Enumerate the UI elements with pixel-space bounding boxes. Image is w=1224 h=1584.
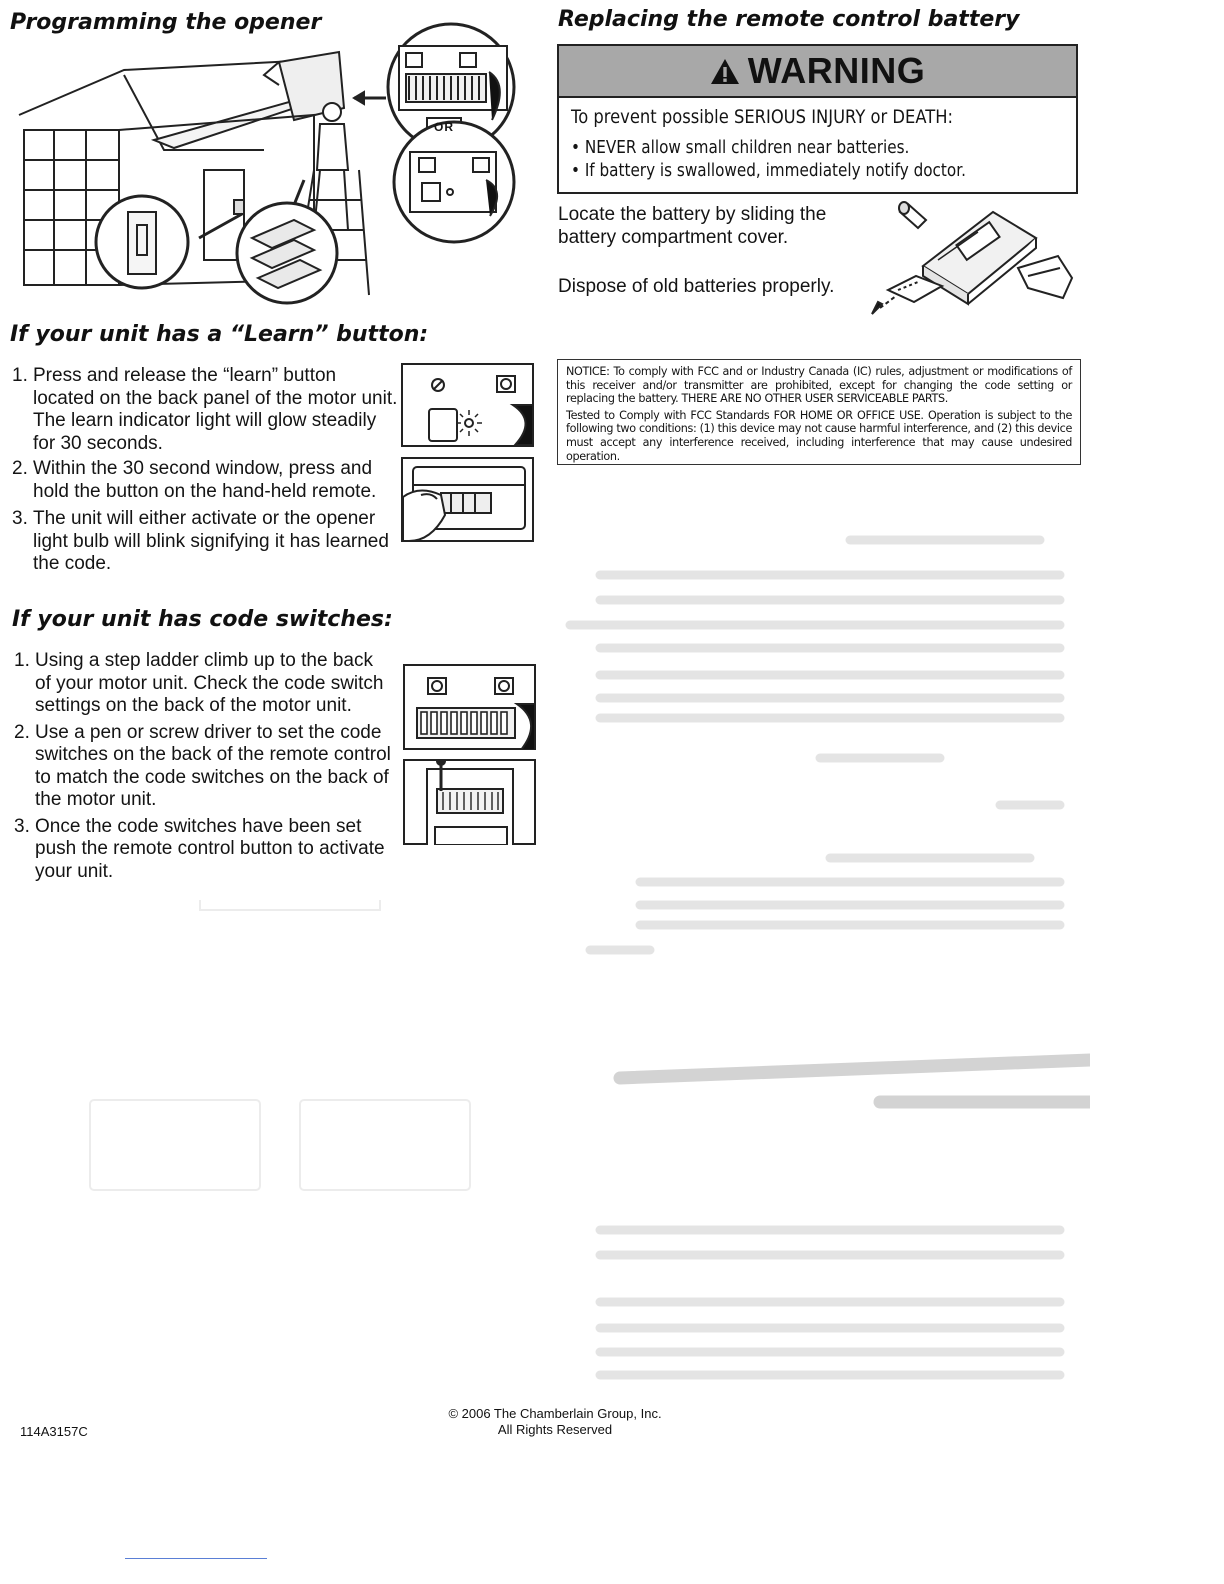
part-number: 114A3157C: [20, 1424, 88, 1439]
learn-steps-list: [12, 365, 402, 576]
step-number: 2.: [12, 458, 28, 479]
step-number: 3.: [14, 815, 30, 837]
battery-heading: Replacing the remote control battery: [558, 7, 1020, 32]
warning-box: [557, 44, 1078, 194]
show-through-left-shapes: [20, 900, 540, 1220]
warning-body: [559, 98, 1076, 183]
step-number: 3.: [12, 508, 28, 529]
copyright-line: © 2006 The Chamberlain Group, Inc.: [448, 1406, 662, 1421]
programming-heading: Programming the opener: [10, 10, 322, 35]
locate-battery-text: Locate the battery by sliding the battery compartment cover.: [558, 204, 827, 248]
warning-list: [571, 137, 1064, 183]
step-text: The unit will either activate or the opener light bulb will blink signifying it has learned the code.: [33, 508, 389, 574]
remote-press-svg: [401, 457, 535, 543]
step-text: Using a step ladder climb up to the back of your motor unit. Check the code switch settings on the back of the motor unit.: [35, 650, 384, 716]
warning-title: WARNING: [747, 50, 926, 91]
warning-lead: To prevent possible SERIOUS INJURY or DEATH:: [571, 106, 954, 128]
list-item: [12, 508, 402, 576]
remote-switch-svg: [403, 759, 537, 845]
code-switches-heading: If your unit has code switches:: [12, 607, 393, 632]
fcc-compliance-paragraph: Tested to Comply with FCC Standards FOR HOME OR OFFICE USE. Operation is subject to the following two conditions: (1) this device may not cause harmful interference, and (2) this device must accept any interference received, including interference that may cause undesired operation.: [566, 408, 1072, 463]
learn-panel-svg: [401, 363, 535, 448]
step-text: Within the 30 second window, press and hold the button on the hand-held remote.: [33, 458, 377, 502]
list-item: [12, 458, 402, 503]
show-through-texture: [560, 520, 1090, 1400]
step-number: 1.: [12, 365, 28, 386]
step-text: Once the code switches have been set push the remote control button to activate your unit.: [35, 815, 385, 882]
learn-button-panel-figure: [401, 363, 535, 448]
or-label: OR: [434, 120, 454, 134]
learn-steps: [12, 365, 402, 576]
step-number: 1.: [14, 650, 30, 671]
fcc-notice-paragraph: NOTICE: To comply with FCC and or Industry Canada (IC) rules, adjustment or modifications of this receiver and/or transmitter are prohibited, except for changing the code setting or replacing the battery. THERE ARE NO OTHER USER SERVICEABLE PARTS.: [566, 365, 1072, 406]
warning-item: • If battery is swallowed, immediately notify doctor.: [571, 161, 966, 181]
learn-heading: If your unit has a “Learn” button:: [10, 322, 429, 347]
battery-remote-illustration: [868, 198, 1082, 318]
show-through-left: [20, 900, 540, 1220]
list-item: [14, 722, 392, 812]
step-text: Press and release the “learn” button located on the back panel of the motor unit. The learn indicator light will glow steadily for 30 seconds.: [33, 365, 398, 454]
motor-code-switch-figure: [403, 664, 537, 750]
garage-illustration-svg: [14, 20, 544, 310]
warning-header: [559, 46, 1076, 98]
remote-press-figure: [401, 457, 535, 543]
motor-switch-svg: [403, 664, 537, 750]
fcc-notice-box: [557, 359, 1081, 465]
step-number: 2.: [14, 721, 30, 743]
step-text: Use a pen or screw driver to set the code switches on the back of the remote control to match the code switches on the back of the motor unit.: [35, 721, 391, 810]
warning-triangle-icon: [710, 58, 740, 85]
warning-item: • NEVER allow small children near batteries.: [571, 138, 910, 158]
rights-line: All Rights Reserved: [497, 1422, 613, 1437]
dispose-battery-text: Dispose of old batteries properly.: [558, 276, 835, 297]
show-through-lines: [560, 520, 1090, 1400]
list-item: [12, 365, 402, 455]
remote-code-switch-figure: [403, 759, 537, 845]
copyright: [430, 1406, 680, 1438]
garage-opener-illustration: [14, 20, 544, 310]
battery-remote-svg: [868, 198, 1082, 318]
scan-edge-line: [125, 1558, 267, 1559]
list-item: [14, 650, 392, 718]
